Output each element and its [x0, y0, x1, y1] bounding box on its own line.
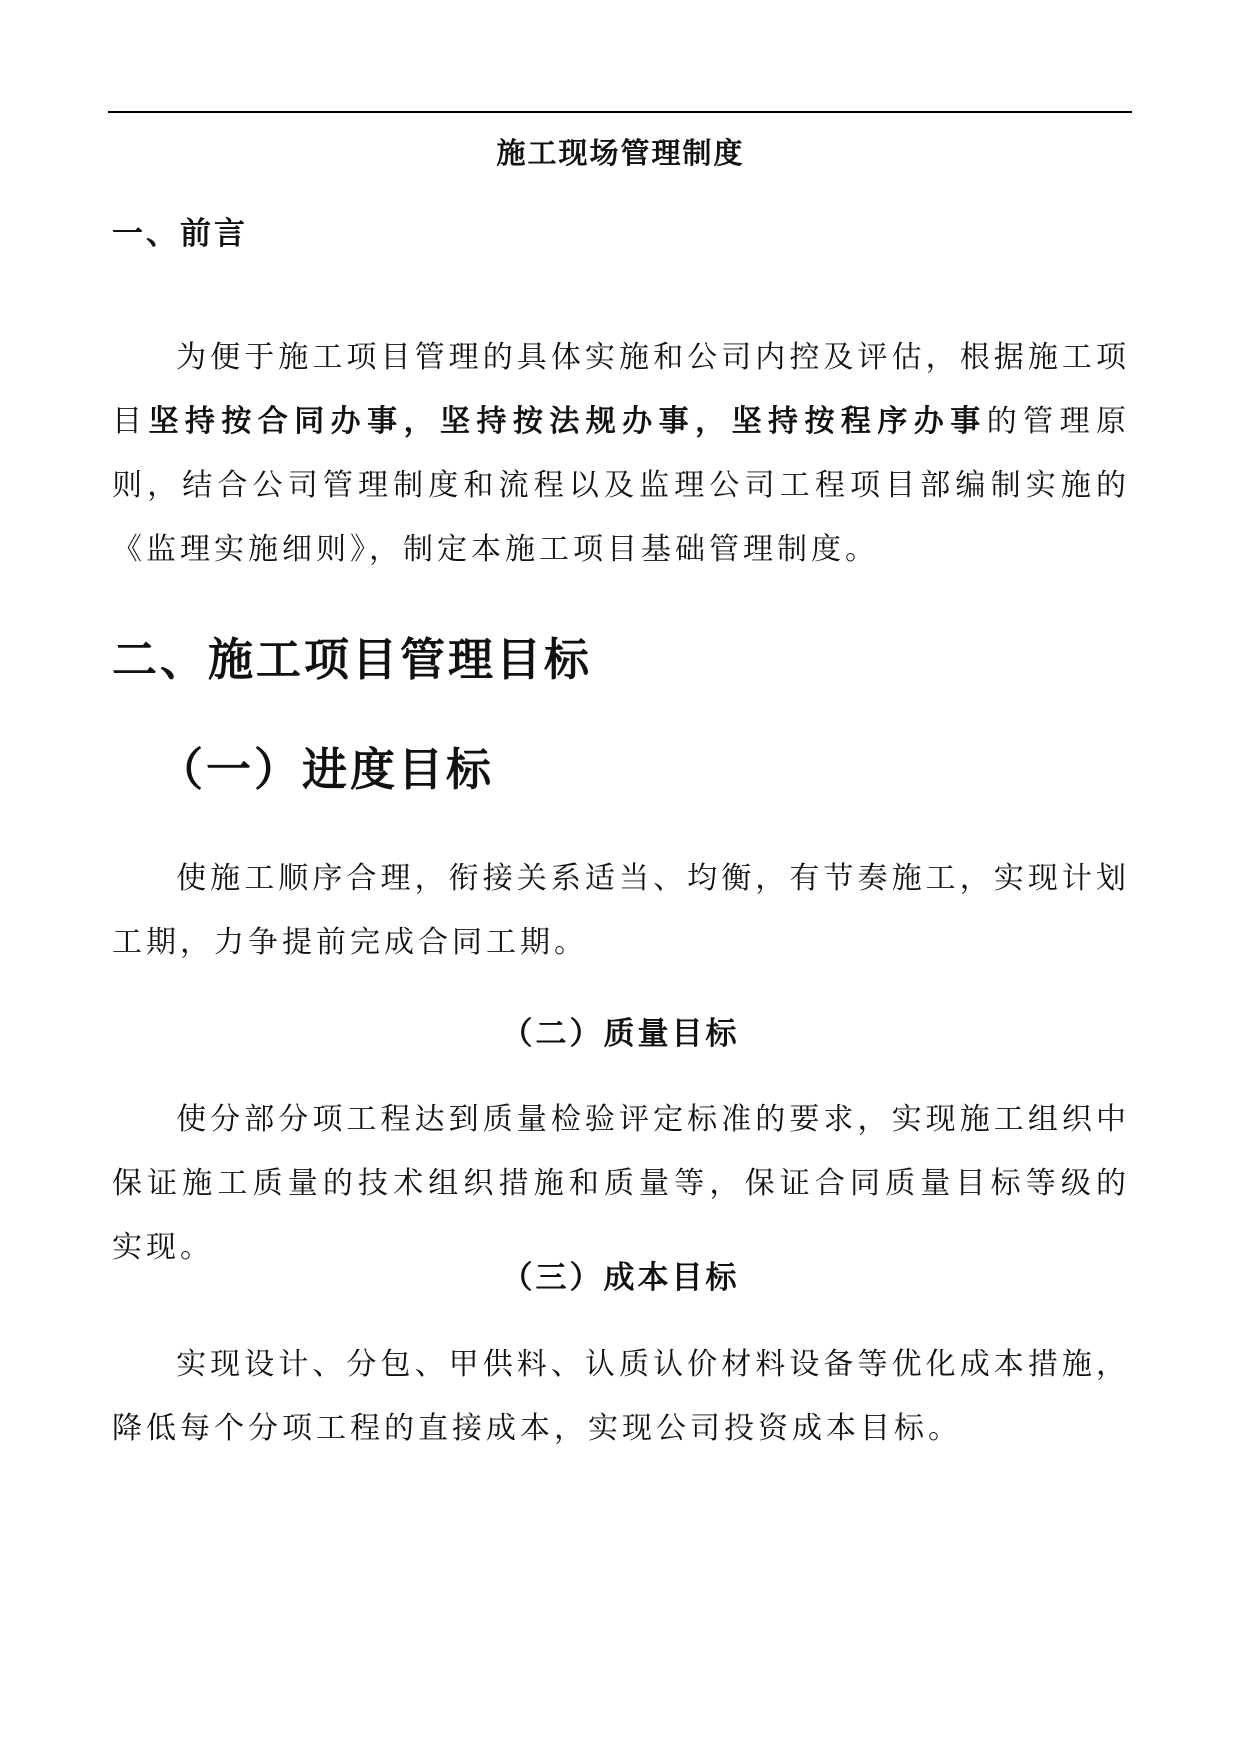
document-title: 施工现场管理制度 [496, 136, 745, 170]
header-rule [108, 111, 1132, 113]
cost-goal-paragraph [112, 1333, 1130, 1461]
preface-paragraph [112, 326, 1130, 582]
schedule-goal-paragraph [112, 847, 1130, 975]
schedule-goal-text: 使施工顺序合理，衔接关系适当、均衡，有节奏施工，实现计划工期，力争提前完成合同工期。 [112, 861, 1130, 960]
quality-goal-paragraph [112, 1088, 1130, 1280]
quality-goal-text: 使分部分项工程达到质量检验评定标准的要求，实现施工组织中保证施工质量的技术组织措施和质量等，保证合同质量目标等级的实现。 [112, 1102, 1130, 1265]
subheading-schedule-goal: （一）进度目标 [158, 743, 495, 796]
preface-text-bold: 坚持按合同办事，坚持按法规办事，坚持按程序办事 [148, 404, 987, 439]
subheading-quality-goal: （二）质量目标 [501, 1016, 740, 1052]
section-heading-preface: 一、前言 [112, 216, 248, 252]
preface-text-part2: 的管理原则，结合公司管理制度和流程以及监理公司工程项目部编制实施的《监理实施细则》，制定本施工项目基础管理制度。 [112, 404, 1131, 567]
cost-goal-text: 实现设计、分包、甲供料、认质认价材料设备等优化成本措施，降低每个分项工程的直接成本，实现公司投资成本目标。 [112, 1347, 1130, 1446]
section-heading-goals: 二、施工项目管理目标 [112, 633, 593, 686]
preface-text-part1: 为便于施工项目管理的具体实施和公司内控及评估，根据施工项目 [112, 340, 1130, 439]
subheading-cost-goal: （三）成本目标 [501, 1260, 740, 1296]
